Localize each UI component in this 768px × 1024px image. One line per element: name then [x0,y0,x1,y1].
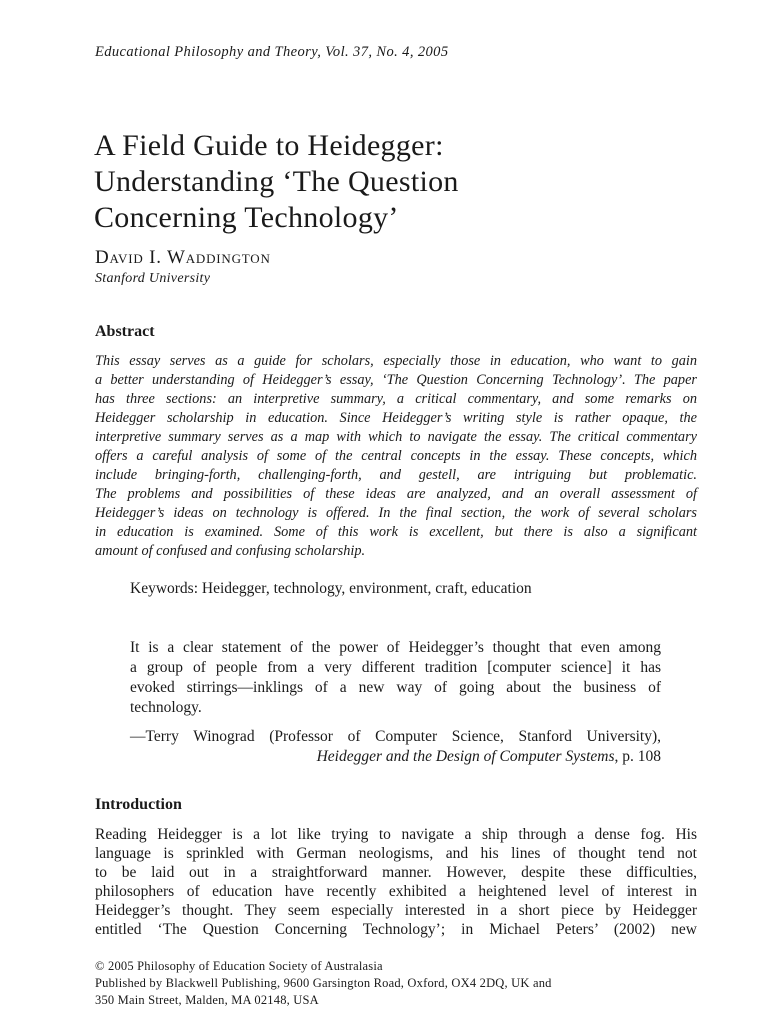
footer-line: © 2005 Philosophy of Education Society of Australasia [95,959,383,973]
abstract-heading: Abstract [95,323,155,340]
abstract-line: amount of confused and confusing scholarship. [95,543,366,559]
epigraph-line: a group of people from a very different tradition [computer science] it has [130,659,661,676]
introduction-line: Heidegger’s thought. They seem especially interested in a short piece by Heidegger [95,902,697,919]
abstract-line: The problems and possibilities of these ideas are analyzed, and an overall assessment of [95,486,697,502]
epigraph-attribution [130,727,661,767]
abstract-line: interpretive summary serves as a map with which to navigate the essay. The critical commentary [95,429,697,445]
introduction-line: entitled ‘The Question Concerning Technology’; in Michael Peters’ (2002) new [95,921,697,938]
footer-line: Published by Blackwell Publishing, 9600 Garsington Road, Oxford, OX4 2DQ, UK and [95,976,552,990]
attribution-author: —Terry Winograd (Professor of Computer Science, Stanford University), [130,728,661,745]
epigraph-quote [130,638,661,718]
attribution-work-title: Heidegger and the Design of Computer Systems [316,748,615,765]
epigraph-line: evoked stirrings—inklings of a new way of going about the business of [130,679,661,696]
introduction-line: language is sprinkled with German neologisms, and his lines of thought tend not [95,845,697,862]
abstract-line: Heidegger scholarship in education. Since Heidegger’s writing style is rather opaque, the [95,410,697,426]
abstract-line: a better understanding of Heidegger’s essay, ‘The Question Concerning Technology’. The paper [95,372,697,388]
abstract-line: Heidegger’s ideas on technology is offered. In the final section, the work of several scholars [95,505,697,521]
abstract-line: in education is examined. Some of this work is excellent, but there is also a significant [95,524,697,540]
abstract-text [95,352,697,561]
title-line: Concerning Technology’ [94,201,399,234]
article-title [94,128,694,236]
title-line: A Field Guide to Heidegger: [94,129,444,162]
epigraph-line: It is a clear statement of the power of Heidegger’s thought that even among [130,639,661,656]
abstract-line: offers a careful analysis of some of the central concepts in the essay. These concepts, which [95,448,697,464]
attribution-source [130,747,661,767]
keywords: Keywords: Heidegger, technology, environment, craft, education [130,580,532,597]
journal-citation: Educational Philosophy and Theory, Vol. 37, No. 4, 2005 [95,44,449,60]
abstract-line: include bringing-forth, challenging-forth, and gestell, are intriguing but problematic. [95,467,697,483]
title-line: Understanding ‘The Question [94,165,459,198]
epigraph-line: technology. [130,699,202,716]
attribution-page: , p. 108 [614,748,661,765]
abstract-line: has three sections: an interpretive summary, a critical commentary, and some remarks on [95,391,697,407]
author-affiliation: Stanford University [95,271,211,286]
abstract-line: This essay serves as a guide for scholars, especially those in education, who want to gain [95,353,697,369]
footer-line: 350 Main Street, Malden, MA 02148, USA [95,993,319,1007]
introduction-line: to be laid out in a straightforward manner. However, despite these difficulties, [95,864,697,881]
introduction-line: Reading Heidegger is a lot like trying to navigate a ship through a dense fog. His [95,826,697,843]
author-name: David I. Waddington [95,247,271,268]
introduction-heading: Introduction [95,796,182,813]
introduction-line: philosophers of education have recently exhibited a heightened level of interest in [95,883,697,900]
copyright-footer [95,958,695,1009]
introduction-text [95,825,697,939]
